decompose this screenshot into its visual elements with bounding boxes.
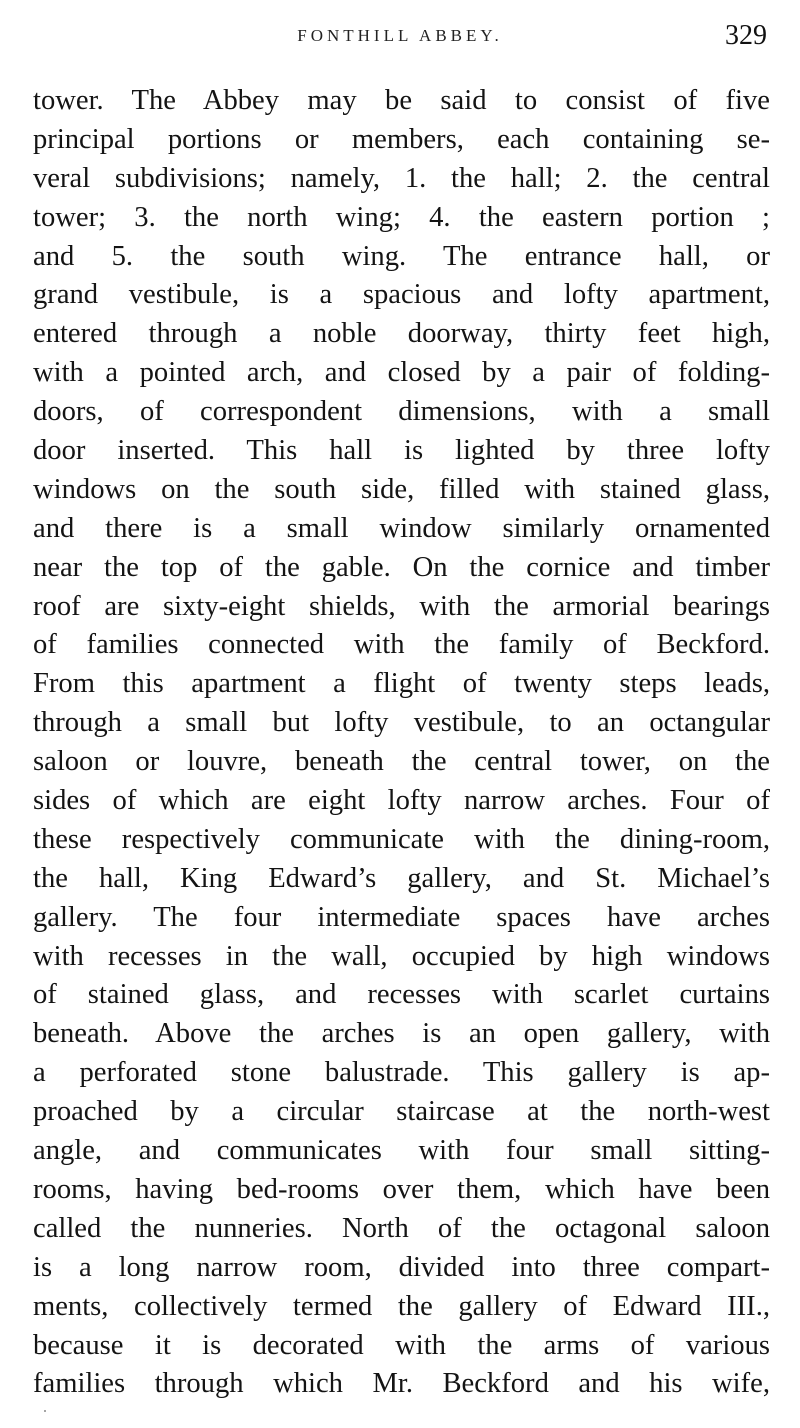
text-line: tower; 3. the north wing; 4. the eastern portion ;: [33, 201, 770, 233]
text-line: rooms, having bed-rooms over them, which have been: [33, 1173, 770, 1205]
text-line: near the top of the gable. On the cornice and timber: [33, 551, 770, 583]
text-line: tower. The Abbey may be said to consist of five: [33, 85, 770, 116]
text-line: and there is a small window similarly ornamented: [33, 512, 770, 544]
text-line: From this apartment a flight of twenty steps leads,: [33, 668, 770, 700]
text-line: grand vestibule, is a spacious and lofty apartment,: [33, 279, 770, 311]
text-line: through a small but lofty vestibule, to an octangular: [33, 707, 770, 739]
text-line: principal portions or members, each containing se-: [33, 123, 770, 155]
text-line: the hall, King Edward’s gallery, and St. Michael’s: [33, 862, 770, 894]
text-line: beneath. Above the arches is an open gallery, with: [33, 1018, 770, 1050]
running-head: [33, 20, 767, 54]
text-line: door inserted. This hall is lighted by three lofty: [33, 435, 770, 467]
text-line: ments, collectively termed the gallery of Edward III.,: [33, 1290, 770, 1322]
running-title: FONTHILL ABBEY.: [297, 26, 503, 45]
text-line: families through which Mr. Beckford and his wife,: [33, 1368, 770, 1400]
text-line: with recesses in the wall, occupied by high windows: [33, 940, 770, 972]
text-line: sides of which are eight lofty narrow arches. Four of: [33, 785, 770, 817]
paper-speck: [44, 1410, 46, 1412]
text-line: of stained glass, and recesses with scarlet curtains: [33, 979, 770, 1011]
text-line: entered through a noble doorway, thirty feet high,: [33, 318, 770, 350]
text-line: roof are sixty-eight shields, with the armorial bearings: [33, 590, 770, 622]
text-line: because it is decorated with the arms of various: [33, 1329, 770, 1361]
text-line: gallery. The four intermediate spaces have arches: [33, 901, 770, 933]
text-line: veral subdivisions; namely, 1. the hall; 2. the central: [33, 162, 770, 194]
text-line: a perforated stone balustrade. This gallery is ap-: [33, 1057, 770, 1089]
text-line: with a pointed arch, and closed by a pair of folding-: [33, 357, 770, 389]
text-line: doors, of correspondent dimensions, with a small: [33, 396, 770, 428]
text-line: of families connected with the family of Beckford.: [33, 629, 770, 661]
text-line: called the nunneries. North of the octagonal saloon: [33, 1212, 770, 1244]
text-line: windows on the south side, filled with stained glass,: [33, 473, 770, 505]
text-line: and 5. the south wing. The entrance hall, or: [33, 240, 770, 272]
text-line: these respectively communicate with the dining-room,: [33, 823, 770, 855]
page-number: 329: [725, 20, 767, 51]
body-text: [33, 82, 770, 1404]
text-line: is a long narrow room, divided into three compart-: [33, 1251, 770, 1283]
text-line: saloon or louvre, beneath the central tower, on the: [33, 746, 770, 778]
text-line: proached by a circular staircase at the north-west: [33, 1096, 770, 1128]
text-line: angle, and communicates with four small sitting-: [33, 1135, 770, 1167]
